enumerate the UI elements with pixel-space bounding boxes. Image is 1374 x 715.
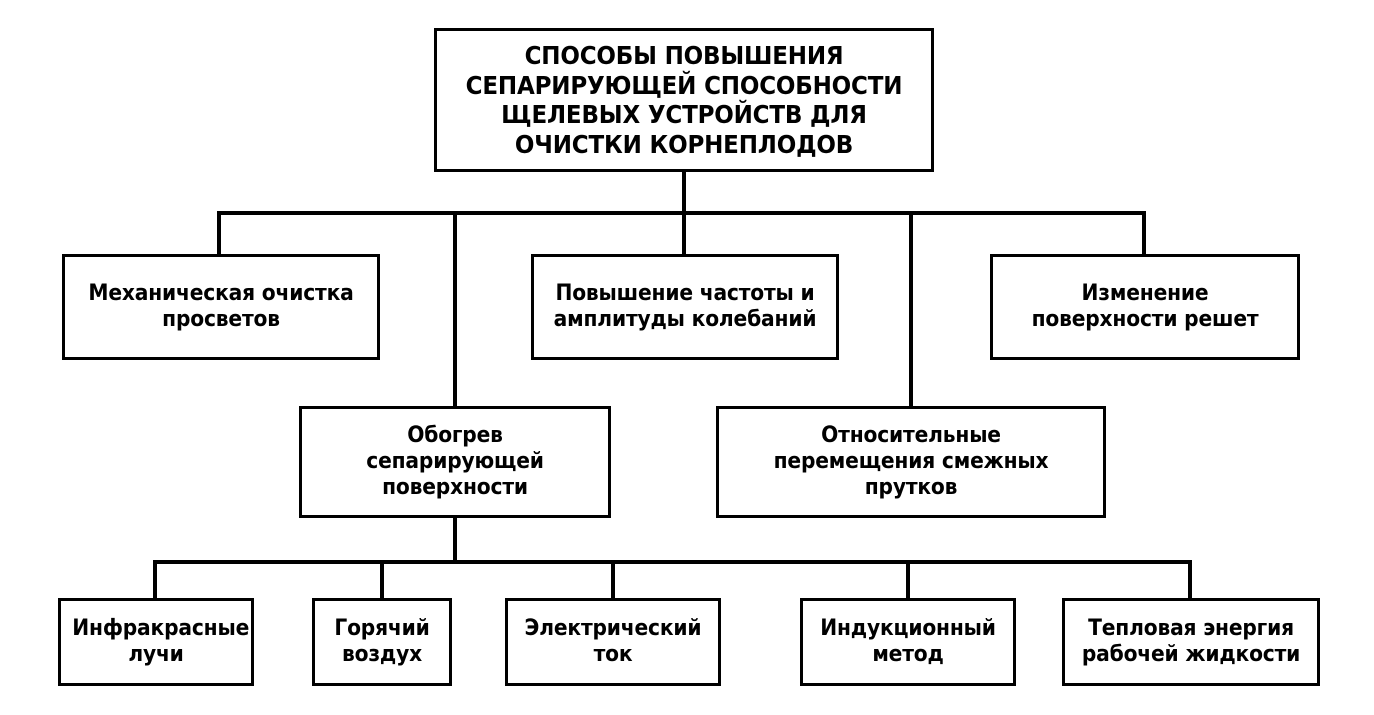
node-label: Тепловая энергия рабочей жидкости (1081, 616, 1301, 667)
node-level3-thermal-energy (1062, 598, 1320, 686)
node-level1-surface-change (990, 254, 1300, 360)
node-level3-electric-current (505, 598, 721, 686)
node-label: Электрический ток (524, 616, 702, 667)
node-label: Горячий воздух (334, 616, 430, 667)
node-label: Изменение поверхности решет (1031, 281, 1259, 332)
node-level2-surface-heating (299, 406, 611, 518)
node-label: Обогрев сепарирующей поверхности (366, 423, 544, 500)
node-level3-induction-method (800, 598, 1016, 686)
node-label: Инфракрасные лучи (72, 616, 250, 667)
node-level3-infrared-rays (58, 598, 254, 686)
node-label: Индукционный метод (820, 616, 996, 667)
node-level2-relative-movement (716, 406, 1106, 518)
node-label: Относительные перемещения смежных прутков (773, 423, 1049, 500)
node-label: Механическая очистка просветов (88, 281, 354, 332)
node-level1-frequency-amplitude (531, 254, 839, 360)
node-level1-mechanical-cleaning (62, 254, 380, 360)
node-root (434, 28, 934, 172)
node-root-label: СПОСОБЫ ПОВЫШЕНИЯ СЕПАРИРУЮЩЕЙ СПОСОБНОСТИ ЩЕЛЕВЫХ УСТРОЙСТВ ДЛЯ ОЧИСТКИ КОРНЕПЛОДОВ (465, 41, 903, 159)
node-label: Повышение частоты и амплитуды колебаний (553, 281, 817, 332)
node-level3-hot-air (312, 598, 452, 686)
